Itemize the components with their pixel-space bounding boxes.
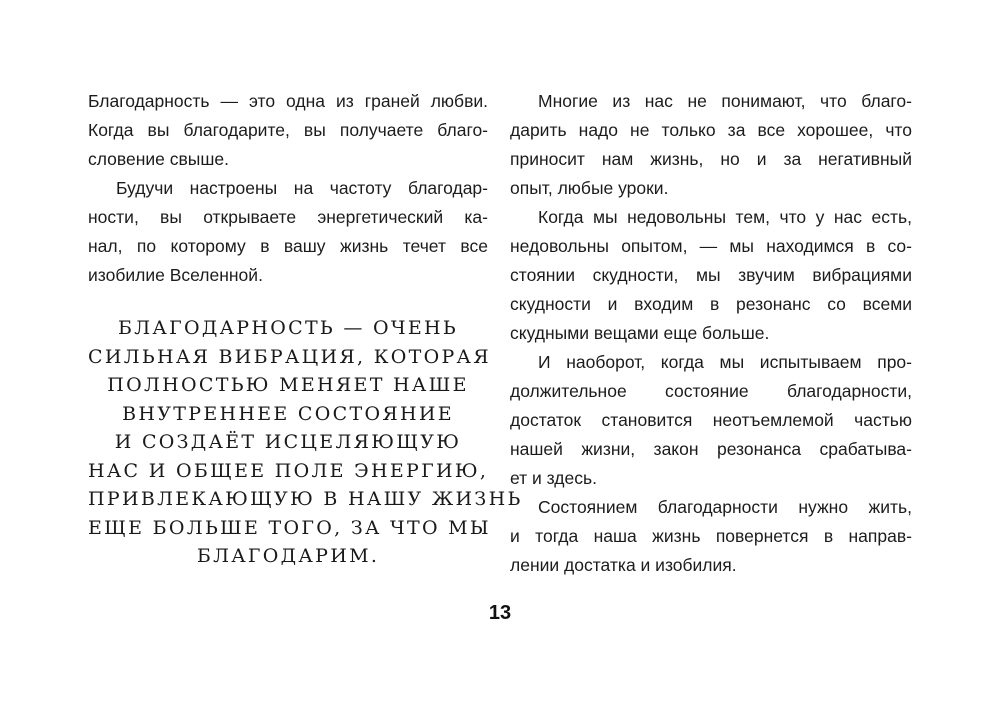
text-line: скудности и входим в резонанс со всеми (510, 294, 912, 314)
text-line: И наоборот, когда мы испытываем про- (538, 352, 912, 372)
quote-line: ПРИВЛЕКАЮЩУЮ В НАШУ ЖИЗНЬ (88, 488, 523, 510)
quote-line: ПОЛНОСТЬЮ МЕНЯЕТ НАШЕ (107, 374, 469, 396)
text-line: Многие из нас не понимают, что благо- (538, 91, 912, 111)
text-line: нашей жизни, закон резонанса срабатыва- (510, 439, 912, 459)
text-line: стоянии скудности, мы звучим вибрациями (510, 265, 912, 285)
text-line: Будучи настроены на частоту благодар- (116, 178, 488, 198)
quote-line: ВНУТРЕННЕЕ СОСТОЯНИЕ (122, 402, 454, 425)
quote-line: НАС И ОБЩЕЕ ПОЛЕ ЭНЕРГИЮ, (88, 459, 489, 482)
page-number: 13 (488, 602, 512, 624)
quote-line: БЛАГОДАРНОСТЬ — ОЧЕНЬ (117, 317, 459, 339)
text-line: нал, по которому в вашу жизнь течет все (88, 236, 488, 256)
quote-line: И СОЗДАЁТ ИСЦЕЛЯЮЩУЮ (114, 431, 462, 453)
quote-line: СИЛЬНАЯ ВИБРАЦИЯ, КОТОРАЯ (88, 345, 491, 368)
text-line: Состоянием благодарности нужно жить, (538, 497, 912, 517)
text-line: и тогда наша жизнь повернется в направ- (510, 526, 912, 546)
text-line: Когда мы недовольны тем, что у нас есть, (538, 207, 912, 227)
text-line: опыт, любые уроки. (510, 178, 669, 198)
text-line: лении достатка и изобилия. (510, 555, 737, 575)
left-column-text (88, 87, 488, 290)
text-line: скудными вещами еще больше. (510, 323, 770, 343)
text-line: приносит нам жизнь, но и за негативный (510, 149, 912, 169)
text-line: недовольны опытом, — мы находимся в со- (510, 236, 912, 256)
quote-line: ЕЩЕ БОЛЬШЕ ТОГО, ЗА ЧТО МЫ (88, 516, 491, 539)
text-line: Благодарность — это одна из граней любви. (88, 91, 488, 111)
right-column-text (510, 87, 912, 580)
text-line: изобилие Вселенной. (88, 265, 263, 285)
quote-line: БЛАГОДАРИМ. (196, 545, 380, 567)
text-line: дарить надо не только за все хорошее, что (510, 120, 912, 140)
text-line: достаток становится неотъемлемой частью (510, 410, 912, 430)
text-line: ет и здесь. (510, 468, 597, 488)
text-line: ности, вы открываете энергетический ка- (88, 207, 488, 227)
text-line: Когда вы благодарите, вы получаете благо- (88, 120, 488, 140)
text-line: словение свыше. (88, 149, 230, 169)
pull-quote (88, 314, 523, 571)
text-line: должительное состояние благодарности, (510, 381, 912, 401)
